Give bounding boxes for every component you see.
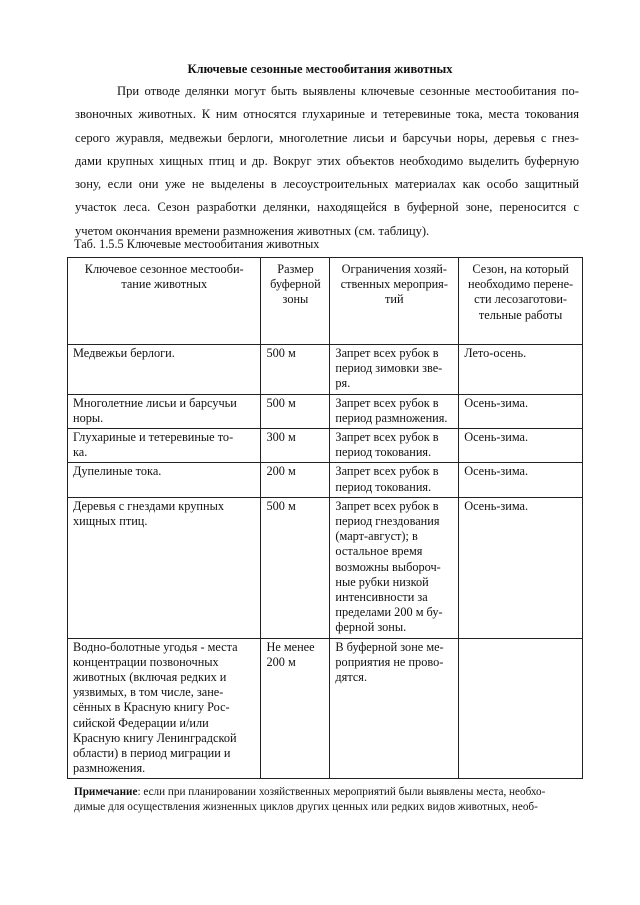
- cell-restrictions: Запрет всех рубок в период гнездования (март-август); в остальное время возможны выбороч- ные рубки низкой интенсивности за пределами 200 м бу- ферной зоны.: [330, 497, 459, 638]
- table-row: [68, 463, 583, 497]
- cell-buffer-size: 200 м: [261, 463, 330, 497]
- cell-habitat: Многолетние лисьи и барсучьи норы.: [68, 394, 261, 428]
- cell-buffer-size: 500 м: [261, 394, 330, 428]
- table-row: [68, 497, 583, 638]
- cell-restrictions: Запрет всех рубок в период размножения.: [330, 394, 459, 428]
- paragraph-line: При отводе делянки могут быть выявлены ключевые сезонные местообитания по-: [117, 84, 579, 98]
- table-row: [68, 394, 583, 428]
- cell-season: [459, 638, 583, 779]
- cell-habitat: Деревья с гнездами крупных хищных птиц.: [68, 497, 261, 638]
- body-paragraph: [75, 80, 579, 243]
- cell-buffer-size: 300 м: [261, 429, 330, 463]
- cell-buffer-size: Не менее 200 м: [261, 638, 330, 779]
- cell-habitat: Глухариные и тетеревиные то- ка.: [68, 429, 261, 463]
- section-title: Ключевые сезонные местообитания животных: [187, 62, 453, 76]
- paragraph-line: звоночных животных. К ним относятся глухариные и тетеревиные тока, места токования: [75, 107, 579, 122]
- cell-habitat: Медвежьи берлоги.: [68, 345, 261, 395]
- table-row: [68, 638, 583, 779]
- cell-season: Осень-зима.: [459, 429, 583, 463]
- header-habitat: Ключевое сезонное местооби- тание животных: [68, 258, 261, 345]
- cell-habitat: Водно-болотные угодья - места концентрации позвоночных животных (включая редких и уязвимых, в том числе, зане- сённых в Красную книгу Рос- сийской Федерации и/или Красную книгу Ленинградской области) в период миграции и размножения.: [68, 638, 261, 779]
- paragraph-line: серого журавля, медвежьи берлоги, многолетние лисьи и барсучьи норы, деревья с гнез-: [75, 130, 579, 145]
- table-header-row: [68, 258, 583, 345]
- table-caption: Таб. 1.5.5 Ключевые местообитания животных: [74, 237, 320, 251]
- cell-season: Лето-осень.: [459, 345, 583, 395]
- cell-season: Осень-зима.: [459, 497, 583, 638]
- cell-restrictions: Запрет всех рубок в период зимовки зве- ря.: [330, 345, 459, 395]
- cell-habitat: Дупелиные тока.: [68, 463, 261, 497]
- cell-buffer-size: 500 м: [261, 497, 330, 638]
- paragraph-line: участок леса. Сезон разработки делянки, находящейся в буферной зоне, переносится с: [75, 200, 579, 215]
- header-buffer-size: Размер буферной зоны: [261, 258, 330, 345]
- table-row: [68, 345, 583, 395]
- paragraph-line: зону, если они уже не выделены в лесоустроительных материалах как особо защитный: [75, 177, 579, 192]
- header-restrictions: Ограничения хозяй- ственных мероприя- тий: [330, 258, 459, 345]
- header-season: Сезон, на который необходимо перене- сти лесозаготови- тельные работы: [459, 258, 583, 345]
- cell-season: Осень-зима.: [459, 394, 583, 428]
- paragraph-line: учетом окончания времени размножения животных (см. таблицу).: [75, 223, 430, 238]
- paragraph-line: дами крупных хищных птиц и др. Вокруг этих объектов необходимо выделить буферную: [75, 153, 579, 168]
- cell-buffer-size: 500 м: [261, 345, 330, 395]
- cell-restrictions: В буферной зоне ме- роприятия не прово- дятся.: [330, 638, 459, 779]
- footnote-text: димые для осуществления жизненных циклов других ценных или редких видов животных, необ-: [74, 801, 538, 813]
- cell-season: Осень-зима.: [459, 463, 583, 497]
- footnote: [74, 785, 584, 815]
- footnote-label: Примечание: [74, 786, 138, 798]
- habitats-table: [67, 257, 583, 779]
- footnote-text: : если при планировании хозяйственных мероприятий были выявлены места, необхо-: [137, 786, 546, 798]
- cell-restrictions: Запрет всех рубок в период токования.: [330, 463, 459, 497]
- table-row: [68, 429, 583, 463]
- cell-restrictions: Запрет всех рубок в период токования.: [330, 429, 459, 463]
